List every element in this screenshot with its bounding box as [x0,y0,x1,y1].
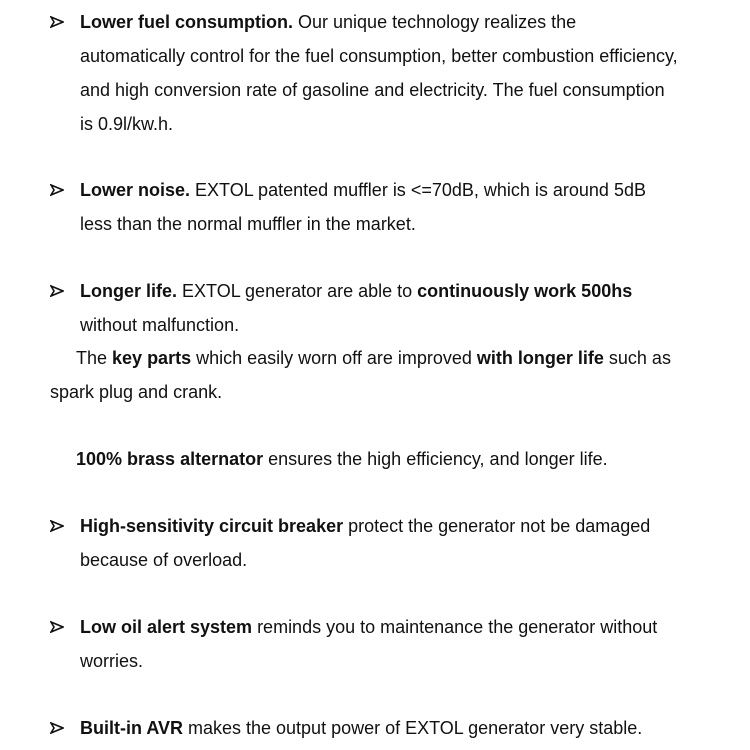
arrowhead-bullet-icon [50,280,66,302]
bullet-fuel-heading: Lower fuel consumption. [80,12,294,32]
bullet-noise-heading: Lower noise. [80,180,191,200]
bullet-oil-line-1: Low oil alert system reminds you to maintenance the generator without [80,617,658,637]
key-parts-line-2: spark plug and crank. [50,382,223,402]
bullet-fuel-line-4: is 0.9l/kw.h. [80,114,174,134]
bullet-breaker-heading: High-sensitivity circuit breaker [80,516,344,536]
bullet-breaker-line-1: High-sensitivity circuit breaker protect the generator not be damaged [80,516,651,536]
arrowhead-bullet-icon [50,179,66,201]
bullet-avr-line-1: Built-in AVR makes the output power of EXTOL generator very stable. [80,718,643,738]
bullet-noise-line-2: less than the normal muffler in the market. [80,214,416,234]
arrowhead-bullet-icon [50,616,66,638]
bullet-life-line-1: Longer life. EXTOL generator are able to continuously work 500hs [80,281,633,301]
arrowhead-bullet-icon [50,717,66,739]
bullet-fuel-line-3: and high conversion rate of gasoline and electricity. The fuel consumption [80,80,665,100]
key-parts-line-1: The key parts which easily worn off are improved with longer life such as [76,348,671,368]
arrowhead-bullet-icon [50,11,66,33]
bullet-oil-heading: Low oil alert system [80,617,253,637]
bullet-avr-heading: Built-in AVR [80,718,183,738]
bullet-oil-line-2: worries. [80,651,144,671]
alternator-line-1: 100% brass alternator ensures the high efficiency, and longer life. [76,449,608,469]
bullet-fuel-line-1: Lower fuel consumption. Our unique technology realizes the [80,12,577,32]
arrowhead-bullet-icon [50,515,66,537]
bullet-noise-line-1: Lower noise. EXTOL patented muffler is <=70dB, which is around 5dB [80,180,646,200]
alternator-heading: 100% brass alternator [76,449,264,469]
bullet-life-heading: Longer life. [80,281,178,301]
bullet-life-line-2: without malfunction. [80,315,240,335]
bullet-fuel-line-2: automatically control for the fuel consumption, better combustion efficiency, [80,46,678,66]
bullet-breaker-line-2: because of overload. [80,550,248,570]
